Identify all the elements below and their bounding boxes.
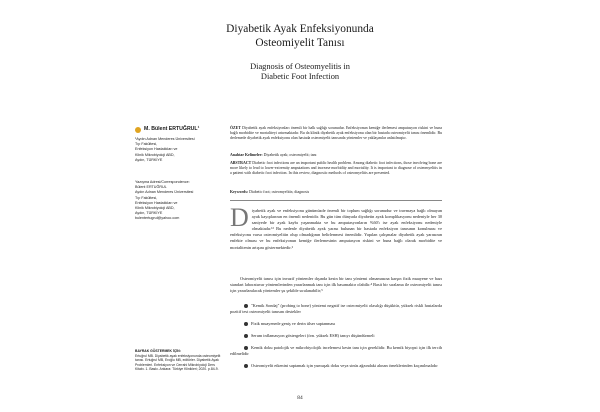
- abstract-tr-text: Diyabetik ayak enfeksiyonları önemli bir halk sağlığı sorunudur. Enfeksiyonun kemiğe ilerlemesi amputasyon riskini ve buna bağlı morbidite ve mortaliteyi artırmaktadır. Bu da klinik diyabetik ayak enfeksiyonu olan bir hastada osteomiyelit tanısı önemlidir. Bu derlemede diyabetik ayak enfeksiyonu olan hastada osteomiyelit tanısında yöntemler ve yaklaşımlar anlatılmıştır.: [230, 126, 442, 141]
- list-item: [230, 321, 442, 327]
- list-item-text: Fizik muayenede geniş ve derin ülser saptanması: [251, 321, 336, 326]
- title-line-2: Osteomiyelit Tanısı: [255, 37, 345, 49]
- title-line-1: Diyabetik Ayak Enfeksiyonunda: [226, 23, 374, 35]
- author-name-text: M. Bülent ERTUĞRUL¹: [144, 126, 200, 133]
- body-paragraph-2: [230, 276, 442, 294]
- article-title: [0, 22, 600, 50]
- bullet-icon: [244, 334, 248, 338]
- citation-label: BAYRAK GÖSTERMEK İÇİN:: [135, 349, 181, 353]
- list-item-text: Kemik doku patolojik ve mikrobiyolojik incelemesi kesin tanı için gereklidir. Bu kemik biyopsi için ilk tercih edilmelidir: [230, 345, 442, 357]
- list-item: [230, 363, 442, 369]
- list-item: [230, 345, 442, 357]
- abstract-tr: [230, 126, 442, 141]
- bullet-icon: [244, 322, 248, 326]
- keywords-en: [230, 190, 442, 195]
- keywords-tr: [230, 153, 442, 158]
- abstract-tr-label: ÖZET: [230, 126, 241, 130]
- body-paragraph-1: [230, 203, 442, 251]
- drop-cap: D: [230, 203, 249, 232]
- keywords-tr-label: Anahtar Kelimeler:: [230, 153, 263, 157]
- author-name: [135, 127, 223, 133]
- author-bullet-icon: [135, 127, 141, 133]
- list-item-text: Serum inflamasyon göstergeleri (örn. yüksek ESH) tanıyı düşündürmeli: [251, 333, 375, 338]
- list-item-text: Osteomiyelit etkenini saptamak için yumuşak doku veya sinüs ağzındaki alınan örneklerinden kaçınılmalıdır: [251, 363, 438, 368]
- abstract-en-text: Diabetic foot infections are an important public health problem. Among diabetic foot infections, those involving bone are more likely to lead to lower-extremity amputations and increase morbidity and mortality. It is important to diagnose of osteomyelitis in a patient with diabetic foot infection. In this review, diagnostic methods of osteomyelitis are presented.: [230, 161, 442, 176]
- citation-text: Ertuğrul MB. Diyabetik ayak enfeksiyonunda osteomiyelit tanısı. Ertuğrul MB, Eroğlu MB, editörler. Diyabetik Ayak Problemleri. Enfeksiyon ve Cerrahi Mikrobiyoloji Ders Kitabı. 1. Baskı. Ankara: Türkiye Klinikleri; 2020. p.84-9.: [135, 353, 221, 372]
- article-subtitle: [0, 62, 600, 82]
- abstract-divider: [230, 200, 442, 201]
- bullet-icon: [244, 346, 248, 350]
- author-affiliation: ¹Aydın Adnan Menderes Üniversitesi Tıp Fakültesi, Enfeksiyon Hastalıkları ve Klinik Mikrobiyoloji ABD, Aydın, TÜRKİYE: [135, 137, 195, 162]
- keywords-tr-text: Diyabetik ayak; osteomiyelit; tanı: [263, 153, 317, 157]
- subtitle-line-1: Diagnosis of Osteomyelitis in: [250, 62, 350, 71]
- bullet-icon: [244, 364, 248, 368]
- abstract-en-label: ABSTRACT: [230, 161, 252, 165]
- citation-block: [135, 349, 223, 372]
- correspondence-address: Yazışma Adresi/Correspondence: Bülent ERTUĞRUL Aydın Adnan Menderes Üniversitesi Tıp Fakültesi, Enfeksiyon Hastalıkları ve Klinik Mikrobiyoloji ABD, Aydın, TÜRKİYE bulentertugrul@yahoo.com: [135, 180, 194, 221]
- list-item: [230, 333, 442, 339]
- body-paragraph-1-text: iyabetik ayak ve enfeksiyonu günümüzde önemli bir toplum sağlığı sorunudur ve travmaya bağlı olmayan ayak kayıplarının en önemli nedenidir. Bu gün tüm dünyada diyabetin ayak komplikasyonu nedeniyle her 30 saniyede bir ayak kaybı yaşanmakta ve bu amputasyonların %60'ı ise ayak enfeksiyonu nedeniyle olmaktadır.¹² Bu nedenle diyabetik ayak yarası bulunan bir hastada enfeksiyon tanısının konulması ve enfeksiyonu varsa osteomiyelitin olup olmadığının belirlenmesi önemlidir. Yapılan çalışmalar diyabetik ayak yarasının enfekte olması ve bu enfeksiyonun kemiğe ilerlemesinin amputasyon riskini ve buna bağlı olarak morbidite ve mortalitenin artışını göstermektedir.³: [230, 208, 442, 250]
- keywords-en-text: Diabetic foot; osteomyelitis; diagnosis: [249, 190, 310, 194]
- list-item: [230, 303, 442, 315]
- body-paragraph-2-text: Osteomiyelit tanısı için invazif yöntemler dışında kesin bir tanı yöntemi olmamasına karşın fizik muayene ve bazı standart laboratuvar yöntemlerinden yararlanmak tanı için ilk basamaktır olabilir.⁴ Basit bir sıralama ile osteomiyelit tanısı için yararlanılacak yöntemler şu şekilde sıralanabilir;⁵: [230, 276, 442, 294]
- list-item-text: "Kemik Sondaj" (probing to bone) yöntemi negatif ise osteomiyelit olasılığı düşüktür, yüksek riskli hastalarda pozitif test osteomiyelit tanısını destekler: [230, 303, 442, 315]
- subtitle-line-2: Diabetic Foot Infection: [260, 72, 340, 81]
- keywords-en-label: Keywords:: [230, 190, 249, 194]
- bullet-icon: [244, 304, 248, 308]
- abstract-en: [230, 161, 442, 176]
- page-number: 84: [297, 395, 303, 401]
